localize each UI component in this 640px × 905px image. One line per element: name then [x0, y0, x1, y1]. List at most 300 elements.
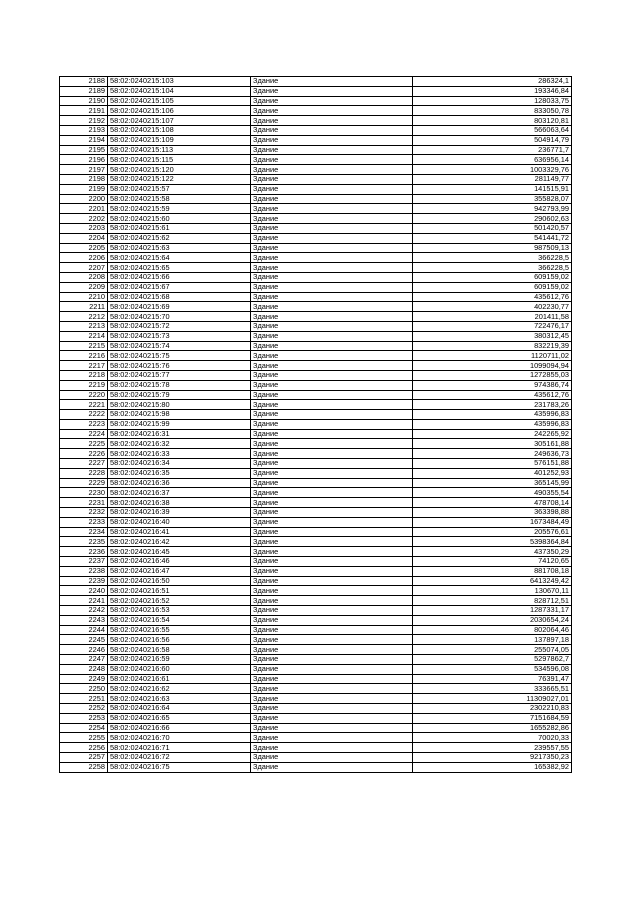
- table-row: [60, 449, 572, 459]
- cadastral-number-cell: 58:02:0240216:53: [108, 606, 251, 616]
- cadastral-number-cell: 58:02:0240215:70: [108, 312, 251, 322]
- row-number-cell: 2206: [60, 253, 108, 263]
- row-number-cell: 2193: [60, 125, 108, 135]
- object-type-cell: Здание: [251, 86, 413, 96]
- table-row: [60, 135, 572, 145]
- row-number-cell: 2225: [60, 439, 108, 449]
- table-row: [60, 704, 572, 714]
- cadastral-number-cell: 58:02:0240216:45: [108, 547, 251, 557]
- table-row: [60, 341, 572, 351]
- cadastral-value-cell: 165382,92: [413, 762, 572, 772]
- object-type-cell: Здание: [251, 752, 413, 762]
- row-number-cell: 2224: [60, 429, 108, 439]
- table-row: [60, 77, 572, 87]
- row-number-cell: 2200: [60, 194, 108, 204]
- cadastral-number-cell: 58:02:0240215:113: [108, 145, 251, 155]
- table-row: [60, 664, 572, 674]
- table-row: [60, 508, 572, 518]
- object-type-cell: Здание: [251, 302, 413, 312]
- table-row: [60, 390, 572, 400]
- object-type-cell: Здание: [251, 361, 413, 371]
- cadastral-value-cell: 242265,92: [413, 429, 572, 439]
- object-type-cell: Здание: [251, 390, 413, 400]
- cadastral-value-cell: 366228,5: [413, 263, 572, 273]
- cadastral-value-cell: 9217350,23: [413, 752, 572, 762]
- cadastral-value-cell: 803120,81: [413, 116, 572, 126]
- cadastral-number-cell: 58:02:0240216:64: [108, 704, 251, 714]
- object-type-cell: Здание: [251, 351, 413, 361]
- cadastral-value-cell: 11309027,01: [413, 694, 572, 704]
- cadastral-value-cell: 249636,73: [413, 449, 572, 459]
- object-type-cell: Здание: [251, 410, 413, 420]
- row-number-cell: 2195: [60, 145, 108, 155]
- object-type-cell: Здание: [251, 635, 413, 645]
- cadastral-number-cell: 58:02:0240215:106: [108, 106, 251, 116]
- object-type-cell: Здание: [251, 341, 413, 351]
- row-number-cell: 2207: [60, 263, 108, 273]
- cadastral-value-cell: 5297862,7: [413, 655, 572, 665]
- row-number-cell: 2215: [60, 341, 108, 351]
- row-number-cell: 2243: [60, 615, 108, 625]
- table-row: [60, 488, 572, 498]
- object-type-cell: Здание: [251, 214, 413, 224]
- row-number-cell: 2246: [60, 645, 108, 655]
- table-row: [60, 645, 572, 655]
- row-number-cell: 2191: [60, 106, 108, 116]
- cadastral-number-cell: 58:02:0240216:70: [108, 733, 251, 743]
- object-type-cell: Здание: [251, 439, 413, 449]
- cadastral-number-cell: 58:02:0240216:58: [108, 645, 251, 655]
- object-type-cell: Здание: [251, 292, 413, 302]
- cadastral-value-cell: 504914,79: [413, 135, 572, 145]
- cadastral-value-cell: 231783,26: [413, 400, 572, 410]
- cadastral-value-cell: 435996,83: [413, 410, 572, 420]
- row-number-cell: 2189: [60, 86, 108, 96]
- row-number-cell: 2240: [60, 586, 108, 596]
- object-type-cell: Здание: [251, 204, 413, 214]
- cadastral-number-cell: 58:02:0240216:33: [108, 449, 251, 459]
- cadastral-number-cell: 58:02:0240216:36: [108, 478, 251, 488]
- row-number-cell: 2248: [60, 664, 108, 674]
- row-number-cell: 2239: [60, 576, 108, 586]
- table-row: [60, 400, 572, 410]
- cadastral-number-cell: 58:02:0240215:67: [108, 282, 251, 292]
- cadastral-value-cell: 193346,84: [413, 86, 572, 96]
- table-row: [60, 547, 572, 557]
- object-type-cell: Здание: [251, 606, 413, 616]
- cadastral-number-cell: 58:02:0240216:63: [108, 694, 251, 704]
- cadastral-value-cell: 478708,14: [413, 498, 572, 508]
- cadastral-number-cell: 58:02:0240216:52: [108, 596, 251, 606]
- object-type-cell: Здание: [251, 263, 413, 273]
- cadastral-number-cell: 58:02:0240216:51: [108, 586, 251, 596]
- cadastral-value-cell: 2030654,24: [413, 615, 572, 625]
- object-type-cell: Здание: [251, 449, 413, 459]
- object-type-cell: Здание: [251, 331, 413, 341]
- cadastral-value-cell: 281149,77: [413, 174, 572, 184]
- cadastral-number-cell: 58:02:0240215:109: [108, 135, 251, 145]
- table-row: [60, 723, 572, 733]
- table-row: [60, 635, 572, 645]
- row-number-cell: 2188: [60, 77, 108, 87]
- cadastral-value-cell: 490355,54: [413, 488, 572, 498]
- cadastral-value-cell: 1655282,86: [413, 723, 572, 733]
- object-type-cell: Здание: [251, 527, 413, 537]
- object-type-cell: Здание: [251, 743, 413, 753]
- cadastral-value-cell: 255074,05: [413, 645, 572, 655]
- table-row: [60, 125, 572, 135]
- cadastral-number-cell: 58:02:0240216:39: [108, 508, 251, 518]
- table-row: [60, 302, 572, 312]
- cadastral-value-cell: 401252,93: [413, 468, 572, 478]
- row-number-cell: 2256: [60, 743, 108, 753]
- table-row: [60, 106, 572, 116]
- object-type-cell: Здание: [251, 478, 413, 488]
- cadastral-number-cell: 58:02:0240215:75: [108, 351, 251, 361]
- cadastral-number-cell: 58:02:0240215:103: [108, 77, 251, 87]
- row-number-cell: 2253: [60, 713, 108, 723]
- row-number-cell: 2192: [60, 116, 108, 126]
- row-number-cell: 2198: [60, 174, 108, 184]
- row-number-cell: 2252: [60, 704, 108, 714]
- object-type-cell: Здание: [251, 429, 413, 439]
- row-number-cell: 2229: [60, 478, 108, 488]
- cadastral-value-cell: 435612,76: [413, 390, 572, 400]
- cadastral-value-cell: 305161,88: [413, 439, 572, 449]
- cadastral-value-cell: 2302210,83: [413, 704, 572, 714]
- cadastral-number-cell: 58:02:0240215:74: [108, 341, 251, 351]
- cadastral-value-cell: 5398364,84: [413, 537, 572, 547]
- object-type-cell: Здание: [251, 762, 413, 772]
- cadastral-number-cell: 58:02:0240215:107: [108, 116, 251, 126]
- cadastral-value-cell: 236771,7: [413, 145, 572, 155]
- cadastral-number-cell: 58:02:0240215:72: [108, 321, 251, 331]
- row-number-cell: 2201: [60, 204, 108, 214]
- cadastral-value-cell: 76391,47: [413, 674, 572, 684]
- row-number-cell: 2257: [60, 752, 108, 762]
- cadastral-value-cell: 70020,33: [413, 733, 572, 743]
- cadastral-value-cell: 636956,14: [413, 155, 572, 165]
- row-number-cell: 2254: [60, 723, 108, 733]
- table-row: [60, 468, 572, 478]
- table-row: [60, 174, 572, 184]
- cadastral-number-cell: 58:02:0240215:122: [108, 174, 251, 184]
- row-number-cell: 2219: [60, 380, 108, 390]
- table-row: [60, 429, 572, 439]
- cadastral-number-cell: 58:02:0240216:75: [108, 762, 251, 772]
- cadastral-value-cell: 1673484,49: [413, 517, 572, 527]
- cadastral-number-cell: 58:02:0240216:42: [108, 537, 251, 547]
- cadastral-value-cell: 141515,91: [413, 184, 572, 194]
- row-number-cell: 2237: [60, 557, 108, 567]
- cadastral-value-cell: 609159,02: [413, 282, 572, 292]
- row-number-cell: 2218: [60, 370, 108, 380]
- table-row: [60, 527, 572, 537]
- row-number-cell: 2196: [60, 155, 108, 165]
- cadastral-number-cell: 58:02:0240216:62: [108, 684, 251, 694]
- table-row: [60, 233, 572, 243]
- table-row: [60, 204, 572, 214]
- cadastral-value-cell: 534596,08: [413, 664, 572, 674]
- table-row: [60, 606, 572, 616]
- table-row: [60, 331, 572, 341]
- table-row: [60, 214, 572, 224]
- table-row: [60, 312, 572, 322]
- object-type-cell: Здание: [251, 664, 413, 674]
- object-type-cell: Здание: [251, 233, 413, 243]
- table-row: [60, 694, 572, 704]
- object-type-cell: Здание: [251, 253, 413, 263]
- row-number-cell: 2231: [60, 498, 108, 508]
- object-type-cell: Здание: [251, 674, 413, 684]
- cadastral-number-cell: 58:02:0240215:57: [108, 184, 251, 194]
- cadastral-value-cell: 290602,63: [413, 214, 572, 224]
- cadastral-value-cell: 576151,88: [413, 459, 572, 469]
- table-row: [60, 498, 572, 508]
- cadastral-number-cell: 58:02:0240215:68: [108, 292, 251, 302]
- cadastral-number-cell: 58:02:0240216:37: [108, 488, 251, 498]
- cadastral-value-cell: 1099094,94: [413, 361, 572, 371]
- cadastral-number-cell: 58:02:0240215:76: [108, 361, 251, 371]
- table-row: [60, 762, 572, 772]
- table-row: [60, 557, 572, 567]
- row-number-cell: 2197: [60, 165, 108, 175]
- cadastral-value-cell: 7151684,59: [413, 713, 572, 723]
- table-row: [60, 370, 572, 380]
- table-row: [60, 292, 572, 302]
- table-row: [60, 743, 572, 753]
- cadastral-number-cell: 58:02:0240216:56: [108, 635, 251, 645]
- cadastral-number-cell: 58:02:0240215:64: [108, 253, 251, 263]
- row-number-cell: 2233: [60, 517, 108, 527]
- row-number-cell: 2223: [60, 419, 108, 429]
- table-row: [60, 155, 572, 165]
- table-row: [60, 145, 572, 155]
- row-number-cell: 2232: [60, 508, 108, 518]
- table-row: [60, 184, 572, 194]
- cadastral-number-cell: 58:02:0240216:71: [108, 743, 251, 753]
- row-number-cell: 2208: [60, 272, 108, 282]
- cadastral-number-cell: 58:02:0240216:32: [108, 439, 251, 449]
- object-type-cell: Здание: [251, 125, 413, 135]
- row-number-cell: 2236: [60, 547, 108, 557]
- cadastral-value-cell: 974386,74: [413, 380, 572, 390]
- cadastral-number-cell: 58:02:0240215:73: [108, 331, 251, 341]
- cadastral-value-cell: 881708,18: [413, 566, 572, 576]
- object-type-cell: Здание: [251, 77, 413, 87]
- cadastral-value-cell: 239557,55: [413, 743, 572, 753]
- cadastral-value-cell: 363398,88: [413, 508, 572, 518]
- cadastral-number-cell: 58:02:0240216:47: [108, 566, 251, 576]
- table-row: [60, 439, 572, 449]
- cadastral-value-cell: 128033,75: [413, 96, 572, 106]
- table-row: [60, 517, 572, 527]
- cadastral-number-cell: 58:02:0240215:59: [108, 204, 251, 214]
- object-type-cell: Здание: [251, 615, 413, 625]
- row-number-cell: 2221: [60, 400, 108, 410]
- cadastral-number-cell: 58:02:0240216:61: [108, 674, 251, 684]
- cadastral-number-cell: 58:02:0240215:61: [108, 223, 251, 233]
- object-type-cell: Здание: [251, 370, 413, 380]
- cadastral-value-cell: 942793,99: [413, 204, 572, 214]
- cadastral-number-cell: 58:02:0240216:72: [108, 752, 251, 762]
- table-row: [60, 253, 572, 263]
- object-type-cell: Здание: [251, 96, 413, 106]
- property-table: [59, 76, 572, 773]
- cadastral-number-cell: 58:02:0240215:115: [108, 155, 251, 165]
- cadastral-number-cell: 58:02:0240215:65: [108, 263, 251, 273]
- object-type-cell: Здание: [251, 312, 413, 322]
- table-row: [60, 282, 572, 292]
- table-row: [60, 263, 572, 273]
- table-row: [60, 272, 572, 282]
- cadastral-number-cell: 58:02:0240216:34: [108, 459, 251, 469]
- cadastral-value-cell: 832219,39: [413, 341, 572, 351]
- row-number-cell: 2249: [60, 674, 108, 684]
- object-type-cell: Здание: [251, 321, 413, 331]
- row-number-cell: 2247: [60, 655, 108, 665]
- cadastral-value-cell: 1287331,17: [413, 606, 572, 616]
- cadastral-value-cell: 1272855,03: [413, 370, 572, 380]
- row-number-cell: 2199: [60, 184, 108, 194]
- object-type-cell: Здание: [251, 459, 413, 469]
- table-row: [60, 537, 572, 547]
- cadastral-value-cell: 541441,72: [413, 233, 572, 243]
- object-type-cell: Здание: [251, 733, 413, 743]
- table-row: [60, 419, 572, 429]
- cadastral-number-cell: 58:02:0240216:65: [108, 713, 251, 723]
- row-number-cell: 2230: [60, 488, 108, 498]
- object-type-cell: Здание: [251, 498, 413, 508]
- row-number-cell: 2242: [60, 606, 108, 616]
- cadastral-number-cell: 58:02:0240215:99: [108, 419, 251, 429]
- row-number-cell: 2227: [60, 459, 108, 469]
- cadastral-number-cell: 58:02:0240216:41: [108, 527, 251, 537]
- object-type-cell: Здание: [251, 419, 413, 429]
- object-type-cell: Здание: [251, 586, 413, 596]
- row-number-cell: 2244: [60, 625, 108, 635]
- object-type-cell: Здание: [251, 655, 413, 665]
- object-type-cell: Здание: [251, 694, 413, 704]
- cadastral-value-cell: 130670,11: [413, 586, 572, 596]
- object-type-cell: Здание: [251, 537, 413, 547]
- cadastral-value-cell: 501420,57: [413, 223, 572, 233]
- cadastral-value-cell: 74120,65: [413, 557, 572, 567]
- row-number-cell: 2251: [60, 694, 108, 704]
- cadastral-number-cell: 58:02:0240215:108: [108, 125, 251, 135]
- table-row: [60, 684, 572, 694]
- table-row: [60, 96, 572, 106]
- row-number-cell: 2238: [60, 566, 108, 576]
- table-row: [60, 361, 572, 371]
- table-row: [60, 321, 572, 331]
- cadastral-value-cell: 286324,1: [413, 77, 572, 87]
- row-number-cell: 2250: [60, 684, 108, 694]
- cadastral-number-cell: 58:02:0240215:63: [108, 243, 251, 253]
- table-row: [60, 165, 572, 175]
- table-row: [60, 655, 572, 665]
- row-number-cell: 2216: [60, 351, 108, 361]
- cadastral-number-cell: 58:02:0240215:69: [108, 302, 251, 312]
- cadastral-value-cell: 365145,99: [413, 478, 572, 488]
- table-row: [60, 380, 572, 390]
- row-number-cell: 2203: [60, 223, 108, 233]
- cadastral-number-cell: 58:02:0240216:59: [108, 655, 251, 665]
- row-number-cell: 2226: [60, 449, 108, 459]
- cadastral-value-cell: 987509,13: [413, 243, 572, 253]
- object-type-cell: Здание: [251, 684, 413, 694]
- row-number-cell: 2205: [60, 243, 108, 253]
- table-row: [60, 576, 572, 586]
- cadastral-number-cell: 58:02:0240215:80: [108, 400, 251, 410]
- table-row: [60, 615, 572, 625]
- object-type-cell: Здание: [251, 704, 413, 714]
- object-type-cell: Здание: [251, 557, 413, 567]
- row-number-cell: 2241: [60, 596, 108, 606]
- row-number-cell: 2204: [60, 233, 108, 243]
- cadastral-number-cell: 58:02:0240216:50: [108, 576, 251, 586]
- cadastral-value-cell: 402230,77: [413, 302, 572, 312]
- object-type-cell: Здание: [251, 468, 413, 478]
- object-type-cell: Здание: [251, 488, 413, 498]
- row-number-cell: 2209: [60, 282, 108, 292]
- cadastral-number-cell: 58:02:0240215:105: [108, 96, 251, 106]
- cadastral-value-cell: 722476,17: [413, 321, 572, 331]
- object-type-cell: Здание: [251, 272, 413, 282]
- cadastral-value-cell: 366228,5: [413, 253, 572, 263]
- cadastral-number-cell: 58:02:0240215:104: [108, 86, 251, 96]
- cadastral-number-cell: 58:02:0240216:55: [108, 625, 251, 635]
- object-type-cell: Здание: [251, 508, 413, 518]
- row-number-cell: 2217: [60, 361, 108, 371]
- row-number-cell: 2222: [60, 410, 108, 420]
- table-row: [60, 674, 572, 684]
- row-number-cell: 2210: [60, 292, 108, 302]
- cadastral-number-cell: 58:02:0240215:58: [108, 194, 251, 204]
- table-row: [60, 116, 572, 126]
- table-row: [60, 459, 572, 469]
- object-type-cell: Здание: [251, 145, 413, 155]
- table-row: [60, 752, 572, 762]
- object-type-cell: Здание: [251, 625, 413, 635]
- object-type-cell: Здание: [251, 547, 413, 557]
- table-row: [60, 243, 572, 253]
- table-row: [60, 223, 572, 233]
- object-type-cell: Здание: [251, 135, 413, 145]
- cadastral-number-cell: 58:02:0240216:40: [108, 517, 251, 527]
- cadastral-value-cell: 435612,76: [413, 292, 572, 302]
- cadastral-value-cell: 205576,61: [413, 527, 572, 537]
- cadastral-number-cell: 58:02:0240216:66: [108, 723, 251, 733]
- table-row: [60, 478, 572, 488]
- object-type-cell: Здание: [251, 243, 413, 253]
- object-type-cell: Здание: [251, 184, 413, 194]
- object-type-cell: Здание: [251, 380, 413, 390]
- object-type-cell: Здание: [251, 400, 413, 410]
- object-type-cell: Здание: [251, 165, 413, 175]
- table-row: [60, 566, 572, 576]
- row-number-cell: 2234: [60, 527, 108, 537]
- object-type-cell: Здание: [251, 106, 413, 116]
- cadastral-value-cell: 802064,46: [413, 625, 572, 635]
- object-type-cell: Здание: [251, 645, 413, 655]
- object-type-cell: Здание: [251, 116, 413, 126]
- table-row: [60, 410, 572, 420]
- cadastral-value-cell: 609159,02: [413, 272, 572, 282]
- row-number-cell: 2190: [60, 96, 108, 106]
- cadastral-number-cell: 58:02:0240215:62: [108, 233, 251, 243]
- row-number-cell: 2235: [60, 537, 108, 547]
